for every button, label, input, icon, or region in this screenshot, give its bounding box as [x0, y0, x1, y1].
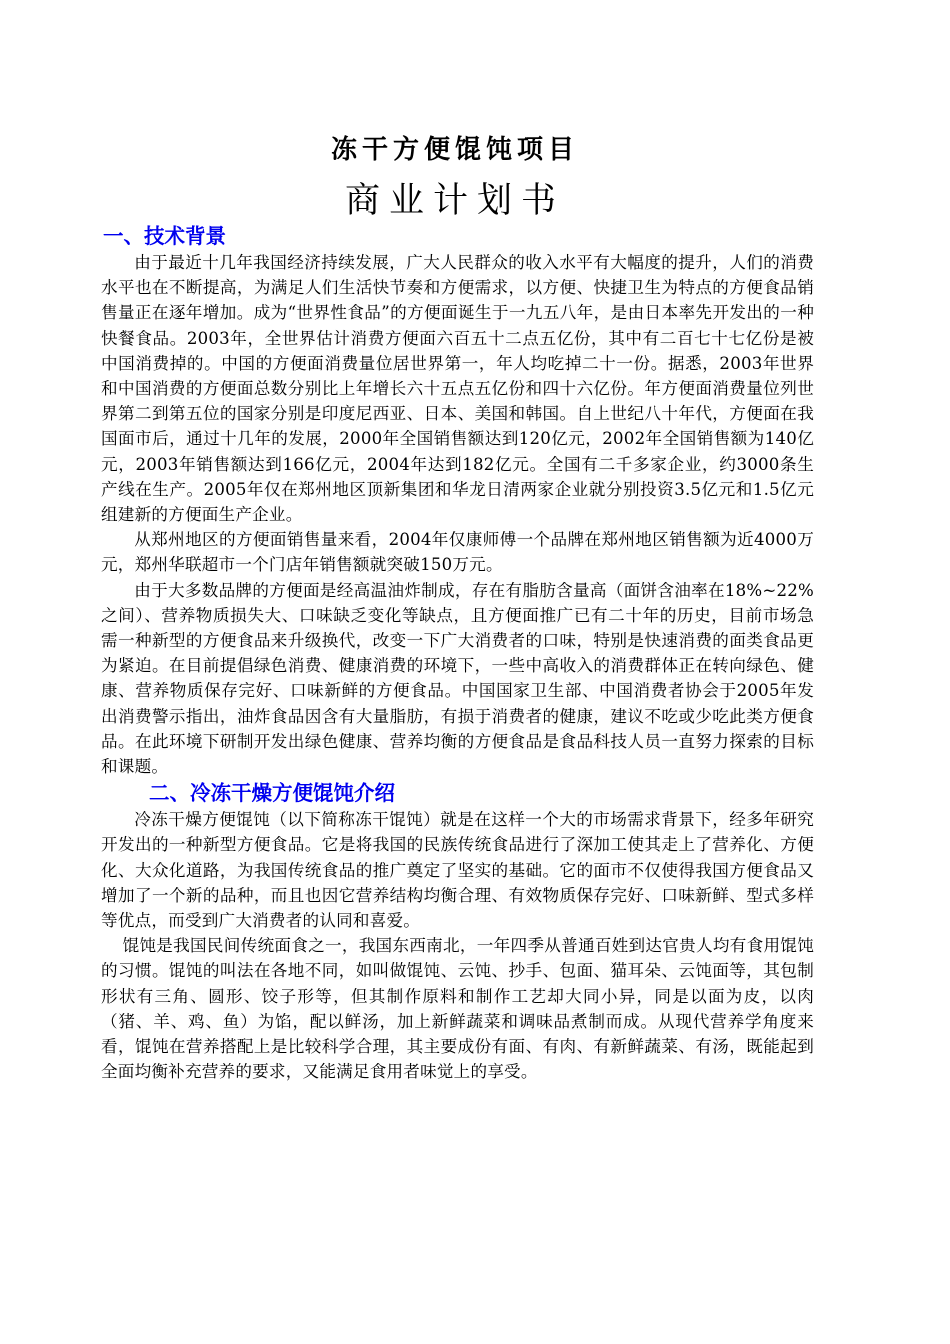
paragraph: 从郑州地区的方便面销售量来看，2004年仅康师傅一个品牌在郑州地区销售额为近4000万元，郑州华联超市一个门店年销售额就突破150万元。 [101, 530, 814, 575]
section-heading-wonton-intro: 二、冷冻干燥方便馄饨介绍 [149, 781, 395, 806]
section-heading-tech-background: 一、技术背景 [103, 224, 226, 248]
paragraph: 冷冻干燥方便馄饨（以下简称冻干馄饨）就是在这样一个大的市场需求背景下，经多年研究开发出的一种新型方便食品。它是将我国的民族传统食品进行了深加工使其走上了营养化、方便化、大众化道路，为我国传统食品的推广奠定了坚实的基础。它的面市不仅使得我国方便食品又增加了一个新的品种，而且也因它营养结构均衡合理、有效物质保存完好、口味新鲜、型式多样等优点，而受到广大消费者的认同和喜爱。 [101, 810, 814, 931]
paragraph: 由于最近十几年我国经济持续发展，广大人民群众的收入水平有大幅度的提升，人们的消费水平也在不断提高，为满足人们生活快节奏和方便需求，以方便、快捷卫生为特点的方便食品销售量正在逐年增加。成为“世界性食品”的方便面诞生于一九五八年，是由日本率先开发出的一种快餐食品。2003年，全世界估计消费方便面六百五十二点五亿份，其中有二百七十七亿份是被中国消费掉的。中国的方便面消费量位居世界第一，年人均吃掉二十一份。据悉，2003年世界和中国消费的方便面总数分别比上年增长六十五点五亿份和四十六亿份。年方便面消费量位列世界第二到第五位的国家分别是印度尼西亚、日本、美国和韩国。自上世纪八十年代，方便面在我国面市后，通过十几年的发展，2000年全国销售额达到120亿元，2002年全国销售额为140亿元，2003年销售额达到166亿元，2004年达到182亿元。全国有二千多家企业，约3000条生产线在生产。2005年仅在郑州地区顶新集团和华龙日清两家企业就分别投资3.5亿元和1.5亿元组建新的方便面生产企业。 [101, 253, 814, 525]
paragraph: 由于大多数品牌的方便面是经高温油炸制成，存在有脂肪含量高（面饼含油率在18%~22%之间）、营养物质损失大、口味缺乏变化等缺点，且方便面推广已有二十年的历史，目前市场急需一种新型的方便食品来升级换代，改变一下广大消费者的口味，特别是快速消费的面类食品更为紧迫。在目前提倡绿色消费、健康消费的环境下，一些中高收入的消费群体正在转向绿色、健康、营养物质保存完好、口味新鲜的方便食品。中国国家卫生部、中国消费者协会于2005年发出消费警示指出，油炸食品因含有大量脂肪，有损于消费者的健康，建议不吃或少吃此类方便食品。在此环境下研制开发出绿色健康、营养均衡的方便食品是食品科技人员一直努力探索的目标和课题。 [101, 580, 814, 777]
paragraph: 馄饨是我国民间传统面食之一，我国东西南北，一年四季从普通百姓到达官贵人均有食用馄饨的习惯。馄饨的叫法在各地不同，如叫做馄饨、云饨、抄手、包面、猫耳朵、云饨面等，其包制形状有三角、圆形、饺子形等，但其制作原料和制作工艺却大同小异，同是以面为皮，以肉（猪、羊、鸡、鱼）为馅，配以鲜汤，加上新鲜蔬菜和调味品煮制而成。从现代营养学角度来看，馄饨在营养搭配上是比较科学合理，其主要成份有面、有肉、有新鲜蔬菜、有汤，既能起到全面均衡补充营养的要求，又能满足食用者味觉上的享受。 [101, 936, 814, 1082]
document-title-plan: 商业计划书 [344, 181, 565, 221]
document-title-project: 冻干方便馄饨项目 [330, 135, 579, 165]
document-body [101, 222, 814, 1085]
